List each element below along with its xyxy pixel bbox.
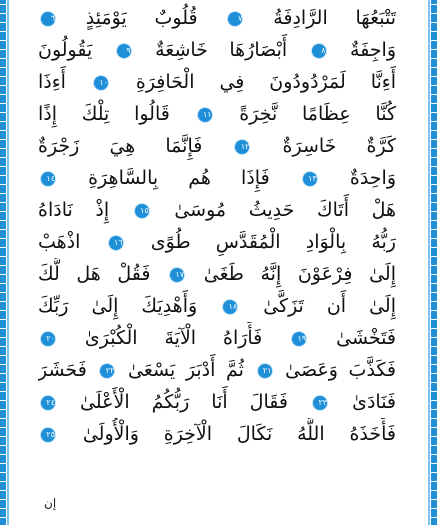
verse-text: فَقُلْ هَل لَّكَ <box>38 263 151 285</box>
ayah-number-marker: ٢٠ <box>41 332 55 346</box>
ayah-number-marker: ١٤ <box>41 172 55 186</box>
ayah-number-marker: ٢٢ <box>100 364 114 378</box>
ayah-number-marker: ١٢ <box>235 140 249 154</box>
ayah-number-marker: ١٠ <box>94 76 108 90</box>
verse-text: ثُمَّ أَدْبَرَ يَسْعَىٰ <box>128 359 244 381</box>
verse-line <box>38 130 396 162</box>
verse-text: كُنَّا عِظَامًا نَّخِرَةً <box>239 103 396 125</box>
verse-text: قَالُوا تِلْكَ إِذًا <box>38 103 170 125</box>
verse-text: رَبُّهُ بِالْوَادِ الْمُقَدَّسِ طُوًى <box>150 231 396 253</box>
verse-text: فَإِنَّمَا هِيَ زَجْرَةٌ <box>38 135 203 157</box>
ayah-number-marker: ١٧ <box>170 268 184 282</box>
verse-line <box>38 226 396 258</box>
verse-text: وَأَهْدِيَكَ إِلَىٰ رَبِّكَ <box>38 295 198 317</box>
verse-text: كَرَّةٌ خَاسِرَةٌ <box>282 135 396 157</box>
ayah-number-marker: ٦ <box>41 12 55 26</box>
verse-line <box>38 354 396 386</box>
ayah-number-marker: ١٣ <box>303 172 317 186</box>
verse-text: فَحَشَرَ <box>38 359 87 381</box>
ayah-number-marker: ٢٥ <box>41 428 55 442</box>
verse-text: تَتْبَعُهَا الرَّادِفَةُ <box>273 7 396 29</box>
verse-line <box>38 2 396 34</box>
verse-text: إِلَىٰ فِرْعَوْنَ إِنَّهُ طَغَىٰ <box>203 263 396 285</box>
verse-line <box>38 418 396 450</box>
ayah-number-marker: ٧ <box>228 12 242 26</box>
page-border-right <box>431 0 437 525</box>
ayah-number-marker: ١٦ <box>109 236 123 250</box>
ayah-number-marker: ٨ <box>312 44 326 58</box>
ayah-number-marker: ٢٤ <box>41 396 55 410</box>
ayah-number-marker: ١٨ <box>223 300 237 314</box>
verse-text: وَاجِفَةٌ <box>350 39 396 61</box>
verse-line <box>38 290 396 322</box>
verse-text: أَءِنَّا لَمَرْدُودُونَ فِي الْحَافِرَةِ <box>135 71 396 93</box>
verse-lines <box>38 2 396 450</box>
verse-line <box>38 322 396 354</box>
ayah-number-marker: ١٥ <box>135 204 149 218</box>
verse-text: فَأَخَذَهُ اللَّهُ نَكَالَ الْآخِرَةِ وَالْأُولَىٰ <box>82 423 396 445</box>
verse-text: فَقَالَ أَنَا رَبُّكُمُ الْأَعْلَىٰ <box>80 391 288 413</box>
verse-line <box>38 194 396 226</box>
verse-text: أَبْصَارُهَا خَاشِعَةٌ <box>155 39 288 61</box>
verse-line <box>38 162 396 194</box>
verse-text: فَإِذَا هُم بِالسَّاهِرَةِ <box>88 167 270 189</box>
verse-line <box>38 258 396 290</box>
verse-text: يَقُولُونَ <box>38 39 93 61</box>
ayah-number-marker: ٩ <box>117 44 131 58</box>
ayah-number-marker: ١١ <box>198 108 212 122</box>
verse-text: وَاحِدَةٌ <box>349 167 396 189</box>
verse-line <box>38 34 396 66</box>
ayah-number-marker: ٢١ <box>258 364 272 378</box>
verse-line <box>38 66 396 98</box>
ayah-number-marker: ١٩ <box>292 332 306 346</box>
verse-text: أَءِذَا <box>38 71 66 93</box>
page-border-left <box>0 0 6 525</box>
verse-text: فَتَخْشَىٰ <box>336 327 396 349</box>
catchword: إن <box>44 496 57 510</box>
verse-text: فَكَذَّبَ وَعَصَىٰ <box>285 359 396 381</box>
verse-text: فَأَرَاهُ الْآيَةَ الْكُبْرَىٰ <box>84 327 263 349</box>
verse-line <box>38 98 396 130</box>
verse-line <box>38 386 396 418</box>
verse-text: قُلُوبٌ يَوْمَئِذٍ <box>85 7 198 29</box>
ayah-number-marker: ٢٣ <box>313 396 327 410</box>
verse-text: إِلَىٰ أَن تَزَكَّىٰ <box>263 295 396 317</box>
verse-text: هَلْ أَتَاكَ حَدِيثُ مُوسَىٰ <box>174 199 396 221</box>
verse-text: اذْهَبْ <box>38 231 81 253</box>
verse-text: فَنَادَىٰ <box>352 391 396 413</box>
verse-text: إِذْ نَادَاهُ <box>38 199 110 221</box>
